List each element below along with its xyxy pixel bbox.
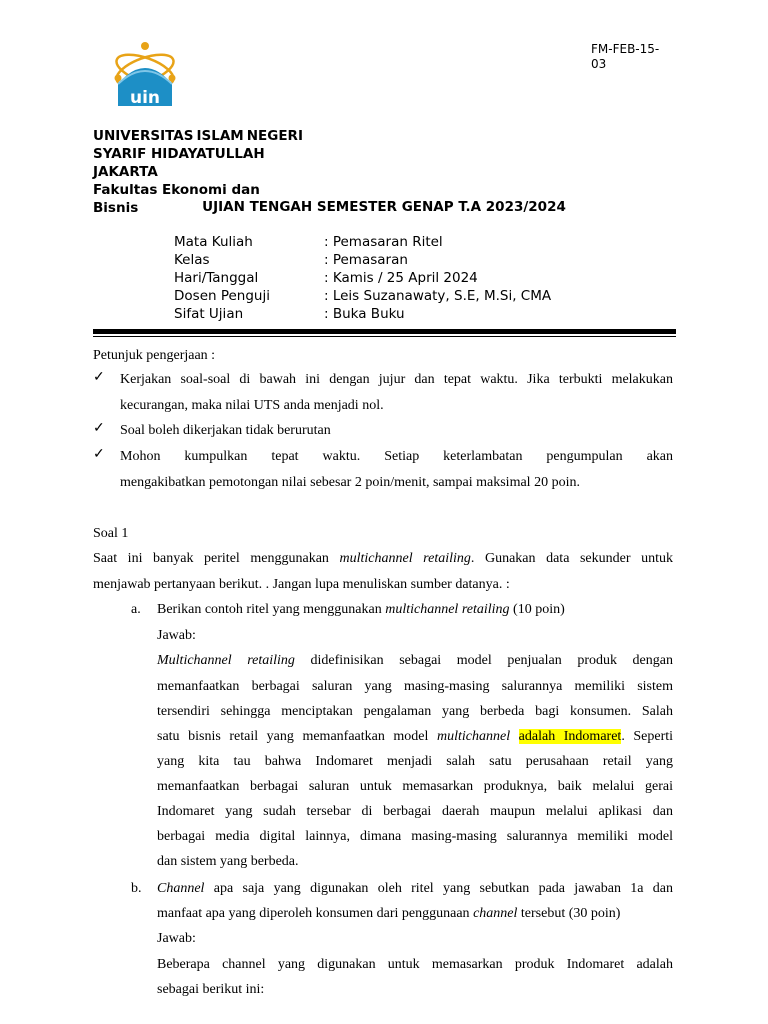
instruction-item-2: Soal boleh dikerjakan tidak berurutan [120, 423, 331, 438]
answer-label: Jawab: [157, 628, 196, 643]
exam-title: UJIAN TENGAH SEMESTER GENAP T.A 2023/2024 [202, 199, 566, 215]
highlighted-text: adalah Indomaret [518, 729, 622, 744]
answer-label: Jawab: [157, 931, 196, 946]
info-row: Kelas : Pemasaran [174, 252, 408, 268]
checkmark-icon: ✓ [93, 421, 105, 436]
header-divider [93, 329, 676, 334]
info-row: Hari/Tanggal : Kamis / 25 April 2024 [174, 270, 478, 286]
answer-a-line: memanfaatkan berbagai saluran untuk memasarkan produknya, baik melalui gerai [157, 779, 673, 794]
instructions-heading: Petunjuk pengerjaan : [93, 348, 216, 363]
answer-a-line: berbagai media digital lainnya, dimana masing-masing salurannya memiliki model [157, 829, 673, 844]
checkmark-icon: ✓ [93, 447, 105, 462]
answer-b-line: Beberapa channel yang digunakan untuk memasarkan produk Indomaret adalah [157, 957, 673, 972]
answer-b-line: sebagai berikut ini: [157, 982, 265, 997]
faculty-name: Fakultas Ekonomi dan Bisnis [93, 182, 260, 216]
instruction-item-1: Kerjakan soal-soal di bawah ini dengan jujur dan tepat waktu. Jika terbukti melakukan [120, 372, 673, 387]
subquestion-a: Berikan contoh ritel yang menggunakan multichannel retailing (10 poin) [157, 602, 565, 617]
instruction-item-1-cont: kecurangan, maka nilai UTS anda menjadi nol. [120, 398, 384, 413]
form-code: FM-FEB-15-03 [591, 42, 660, 71]
answer-a-line: yang kita tau bahwa Indomaret menjadi salah satu perusahaan retail yang [157, 754, 673, 769]
question-intro: Saat ini banyak peritel menggunakan multichannel retailing. Gunakan data sekunder untuk [93, 551, 673, 566]
uin-logo [110, 40, 180, 110]
answer-a-line: Multichannel retailing didefinisikan sebagai model penjualan produk dengan [157, 653, 673, 668]
subquestion-marker: b. [131, 881, 142, 896]
university-line2: SYARIF HIDAYATULLAH JAKARTA [93, 146, 265, 180]
instruction-item-3: Mohon kumpulkan tepat waktu. Setiap keterlambatan pengumpulan akan [120, 449, 673, 464]
subquestion-b-cont: manfaat apa yang diperoleh konsumen dari penggunaan channel tersebut (30 poin) [157, 906, 621, 921]
question-intro-cont: menjawab pertanyaan berikut. . Jangan lupa menuliskan sumber datanya. : [93, 577, 510, 592]
subquestion-marker: a. [131, 602, 141, 617]
answer-a-line: satu bisnis retail yang memanfaatkan model multichannel adalah Indomaret. Seperti [157, 729, 674, 744]
info-row: Mata Kuliah : Pemasaran Ritel [174, 234, 443, 250]
university-line1: UNIVERSITAS ISLAM NEGERI [93, 128, 303, 144]
header-divider-thin [93, 336, 676, 337]
info-row: Sifat Ujian : Buka Buku [174, 306, 405, 322]
question-heading: Soal 1 [93, 526, 129, 541]
info-row: Dosen Penguji : Leis Suzanawaty, S.E, M.Si, CMA [174, 288, 552, 304]
subquestion-b: Channel apa saja yang digunakan oleh ritel yang sebutkan pada jawaban 1a dan [157, 881, 673, 896]
svg-text:uin: uin [129, 88, 161, 108]
instruction-item-3-cont: mengakibatkan pemotongan nilai sebesar 2 poin/menit, sampai maksimal 20 poin. [120, 475, 580, 490]
answer-a-line: dan sistem yang berbeda. [157, 854, 299, 869]
answer-a-line: memanfaatkan berbagai saluran yang masing-masing salurannya memiliki sistem [157, 679, 673, 694]
checkmark-icon: ✓ [93, 370, 105, 385]
answer-a-line: Indomaret yang sudah tersebar di berbagai daerah maupun melalui aplikasi dan [157, 804, 673, 819]
exam-info [174, 233, 551, 323]
answer-a-line: tersendiri sehingga menciptakan pengalaman yang berbeda bagi konsumen. Salah [157, 704, 673, 719]
